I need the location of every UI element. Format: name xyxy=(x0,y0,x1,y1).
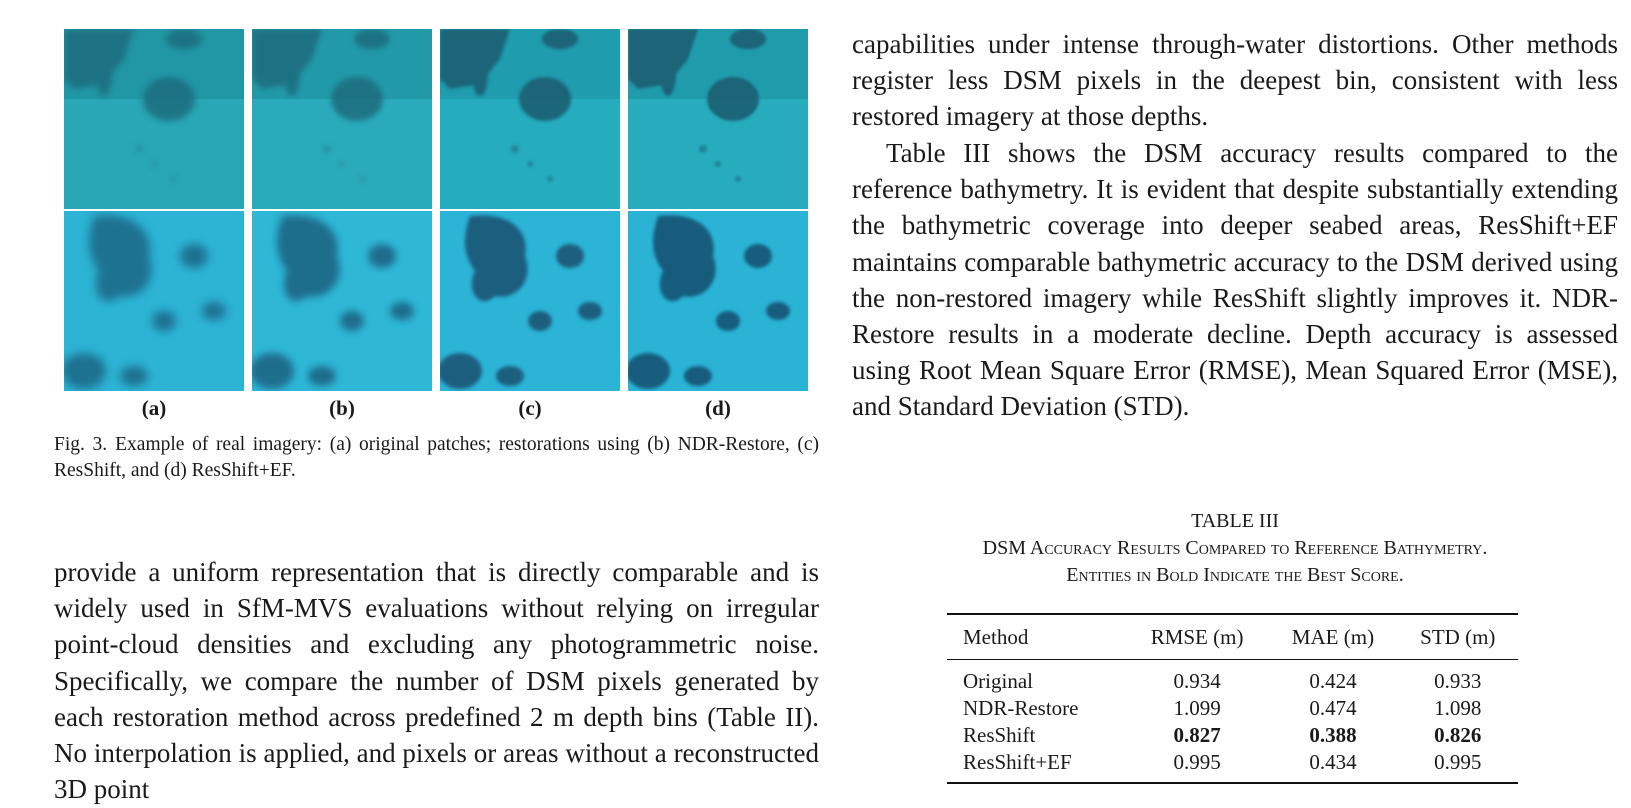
figure-caption-label: Fig. 3. xyxy=(54,434,108,455)
table-row xyxy=(947,660,1518,696)
figure-caption-text: Example of real imagery: (a) original patches; restorations using (b) NDR-Restore, (c) ResShift, and (d) ResShift+EF. xyxy=(54,434,819,481)
table-caption-line-1: DSM Accuracy Results Compared to Reference Bathymetry. xyxy=(982,537,1488,559)
cell-mae: 0.474 xyxy=(1309,696,1357,720)
cell-rmse: 0.934 xyxy=(1173,669,1221,693)
subfigure-label-d: (d) xyxy=(705,396,731,420)
table-row xyxy=(947,695,1518,722)
cell-method: NDR-Restore xyxy=(963,696,1079,720)
figure-caption xyxy=(54,432,819,484)
header-method: Method xyxy=(947,614,1126,660)
cell-rmse: 1.099 xyxy=(1173,696,1221,720)
cell-mae: 0.434 xyxy=(1268,749,1397,783)
subfigure-label-c: (c) xyxy=(518,396,542,420)
cell-method: ResShift xyxy=(963,723,1036,747)
image-patch-b-bottom xyxy=(252,211,432,391)
table-caption-line-2: Entities in Bold Indicate the Best Score. xyxy=(1066,564,1404,586)
image-patch-a-top xyxy=(64,29,244,209)
table-caption xyxy=(852,535,1618,589)
header-mae: MAE (m) xyxy=(1268,614,1397,660)
cell-method: Original xyxy=(963,669,1033,693)
image-patch-d-top xyxy=(628,29,808,209)
image-patch-b-top xyxy=(252,29,432,209)
table-row xyxy=(947,749,1518,783)
cell-mae: 0.424 xyxy=(1309,669,1357,693)
cell-rmse: 0.995 xyxy=(1126,749,1269,783)
image-patch-c-top xyxy=(440,29,620,209)
accuracy-table xyxy=(947,613,1518,784)
right-body-paragraph-2: Table III shows the DSM accuracy results compared to the reference bathymetry. It is evident that despite substantially extending the bathymetric coverage into deeper seabed areas, ResShift+EF maintains comparable bathymetric accuracy to the DSM derived using the non-restored imagery while ResShift slightly improves it. NDR-Restore results in a moderate decline. Depth accuracy is assessed using Root Mean Square Error (RMSE), Mean Squared Error (MSE), and Standard Deviation (STD). xyxy=(852,138,1618,422)
image-patch-a-bottom xyxy=(64,211,244,391)
header-std: STD (m) xyxy=(1398,614,1518,660)
cell-method: ResShift+EF xyxy=(947,749,1126,783)
cell-std: 0.995 xyxy=(1398,749,1518,783)
header-rmse: RMSE (m) xyxy=(1126,614,1269,660)
image-patch-c-bottom xyxy=(440,211,620,391)
left-column xyxy=(54,0,819,808)
cell-rmse-best: 0.827 xyxy=(1173,723,1221,747)
image-patch-d-bottom xyxy=(628,211,808,391)
right-body-paragraph-1: capabilities under intense through-water distortions. Other methods register less DSM pixels in the deepest bin, consistent with less restored imagery at those depths. xyxy=(852,29,1618,132)
left-body-paragraph: provide a uniform representation that is directly comparable and is widely used in SfM-MVS evaluations without relying on irregular point-cloud densities and excluding any photogrammetric noise. Specifically, we compare the number of DSM pixels generated by each restoration method across predefined 2 m depth bins (Table II). No interpolation is applied, and pixels or areas without a reconstructed 3D point xyxy=(54,557,819,805)
cell-std-best: 0.826 xyxy=(1434,723,1482,747)
subfigure-label-a: (a) xyxy=(141,396,167,420)
table-title: TABLE III xyxy=(1191,510,1279,532)
table-row-best xyxy=(947,722,1518,749)
table-header-row xyxy=(947,614,1518,660)
results-table xyxy=(947,613,1518,784)
right-column xyxy=(852,0,1618,808)
subfigure-label-b: (b) xyxy=(329,396,355,420)
cell-mae-best: 0.388 xyxy=(1309,723,1357,747)
cell-std: 1.098 xyxy=(1434,696,1482,720)
cell-std: 0.933 xyxy=(1434,669,1482,693)
